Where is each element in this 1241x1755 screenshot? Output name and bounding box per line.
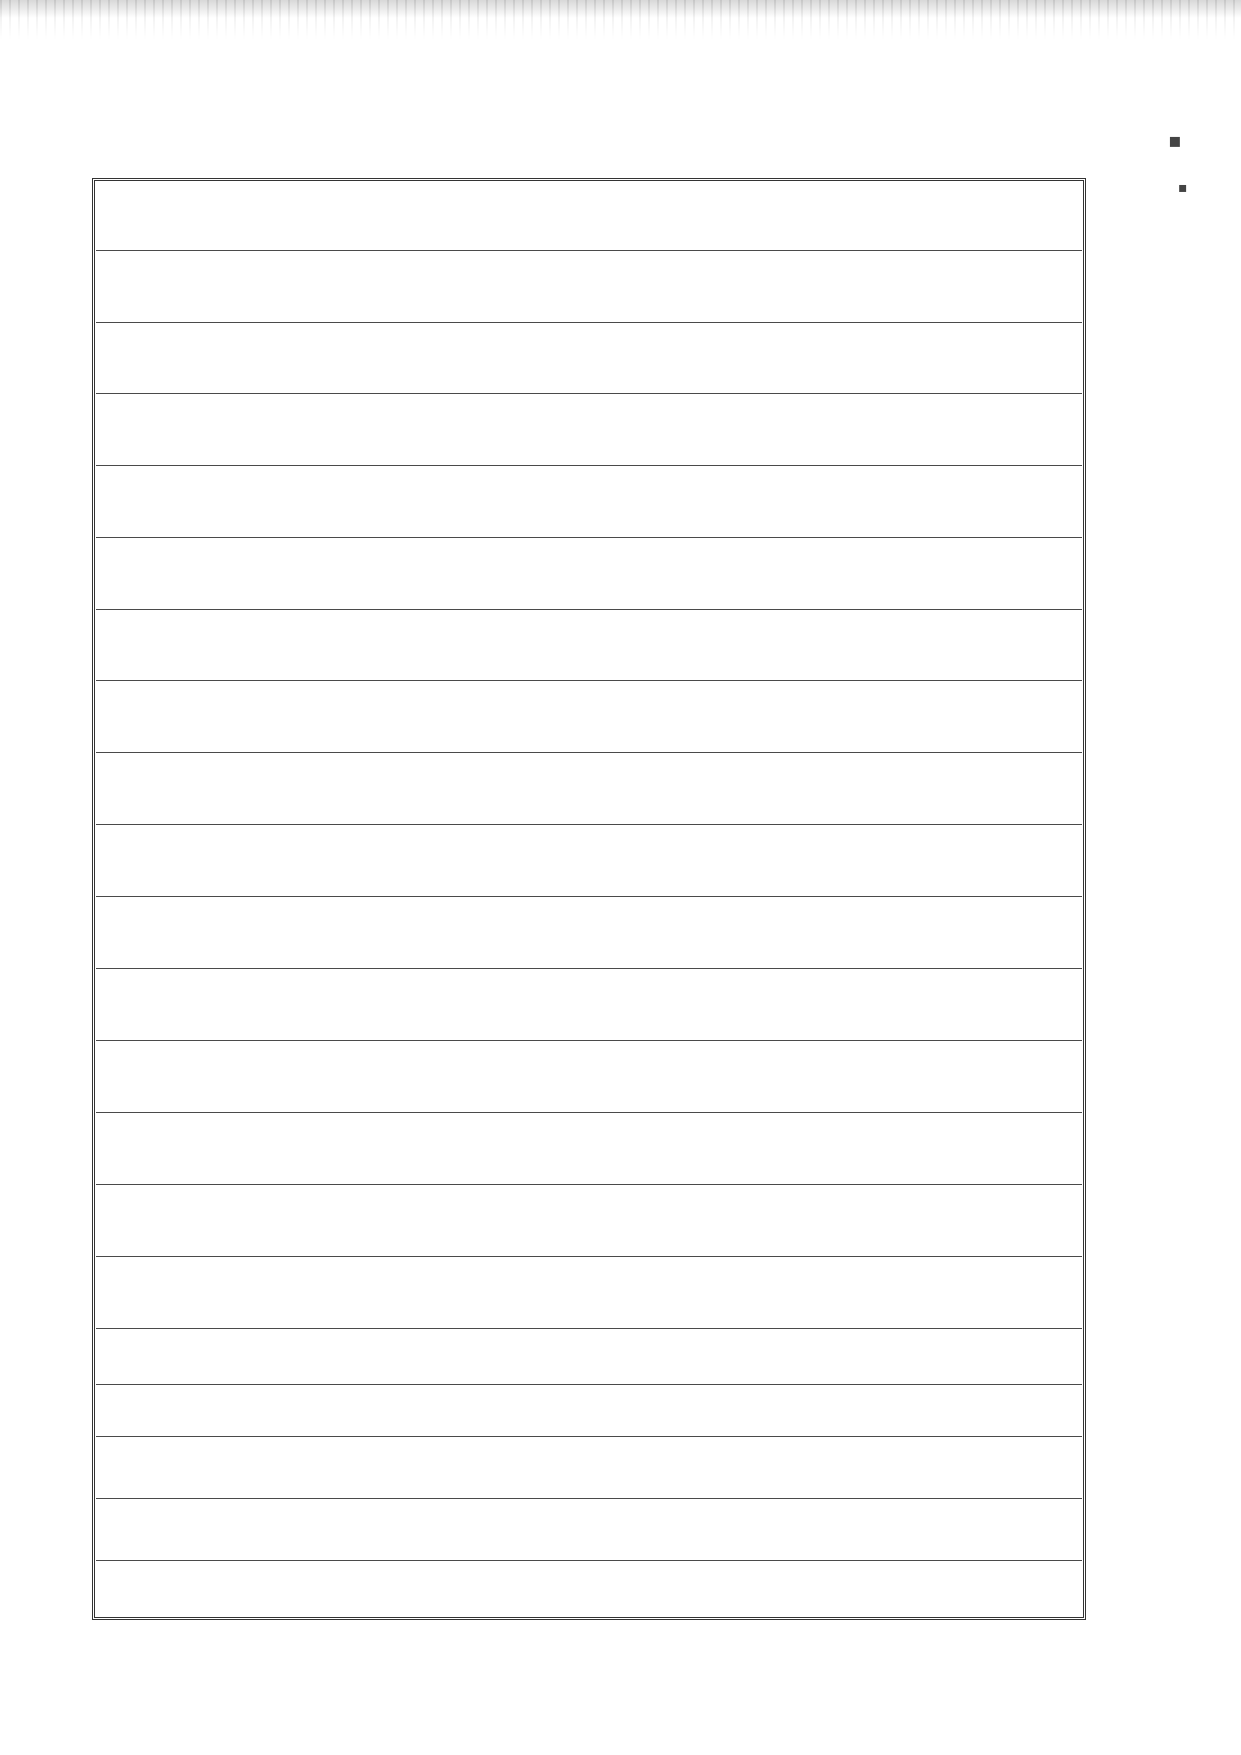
- ruled-line: [96, 1040, 1082, 1041]
- ruled-line: [96, 465, 1082, 466]
- scan-noise: [0, 0, 1241, 40]
- ruled-line: [96, 1436, 1082, 1437]
- ruled-line: [96, 609, 1082, 610]
- ruled-line: [96, 968, 1082, 969]
- ruled-line: [96, 537, 1082, 538]
- ruled-line: [96, 393, 1082, 394]
- ruled-line: [96, 1184, 1082, 1185]
- transcript-form-frame: [92, 178, 1086, 1620]
- ruled-line: [96, 322, 1082, 323]
- ruled-line: [96, 1498, 1082, 1499]
- ruled-line: [96, 1384, 1082, 1385]
- ruled-line: [96, 1328, 1082, 1329]
- ruled-line: [96, 250, 1082, 251]
- ruled-line: [96, 896, 1082, 897]
- scan-speck: ▪: [1168, 128, 1182, 152]
- ruled-line: [96, 680, 1082, 681]
- scan-speck: ▪: [1178, 180, 1188, 196]
- ruled-line: [96, 1256, 1082, 1257]
- ruled-line: [96, 824, 1082, 825]
- ruled-line: [96, 752, 1082, 753]
- ruled-line: [96, 1112, 1082, 1113]
- ruled-line: [96, 1560, 1082, 1561]
